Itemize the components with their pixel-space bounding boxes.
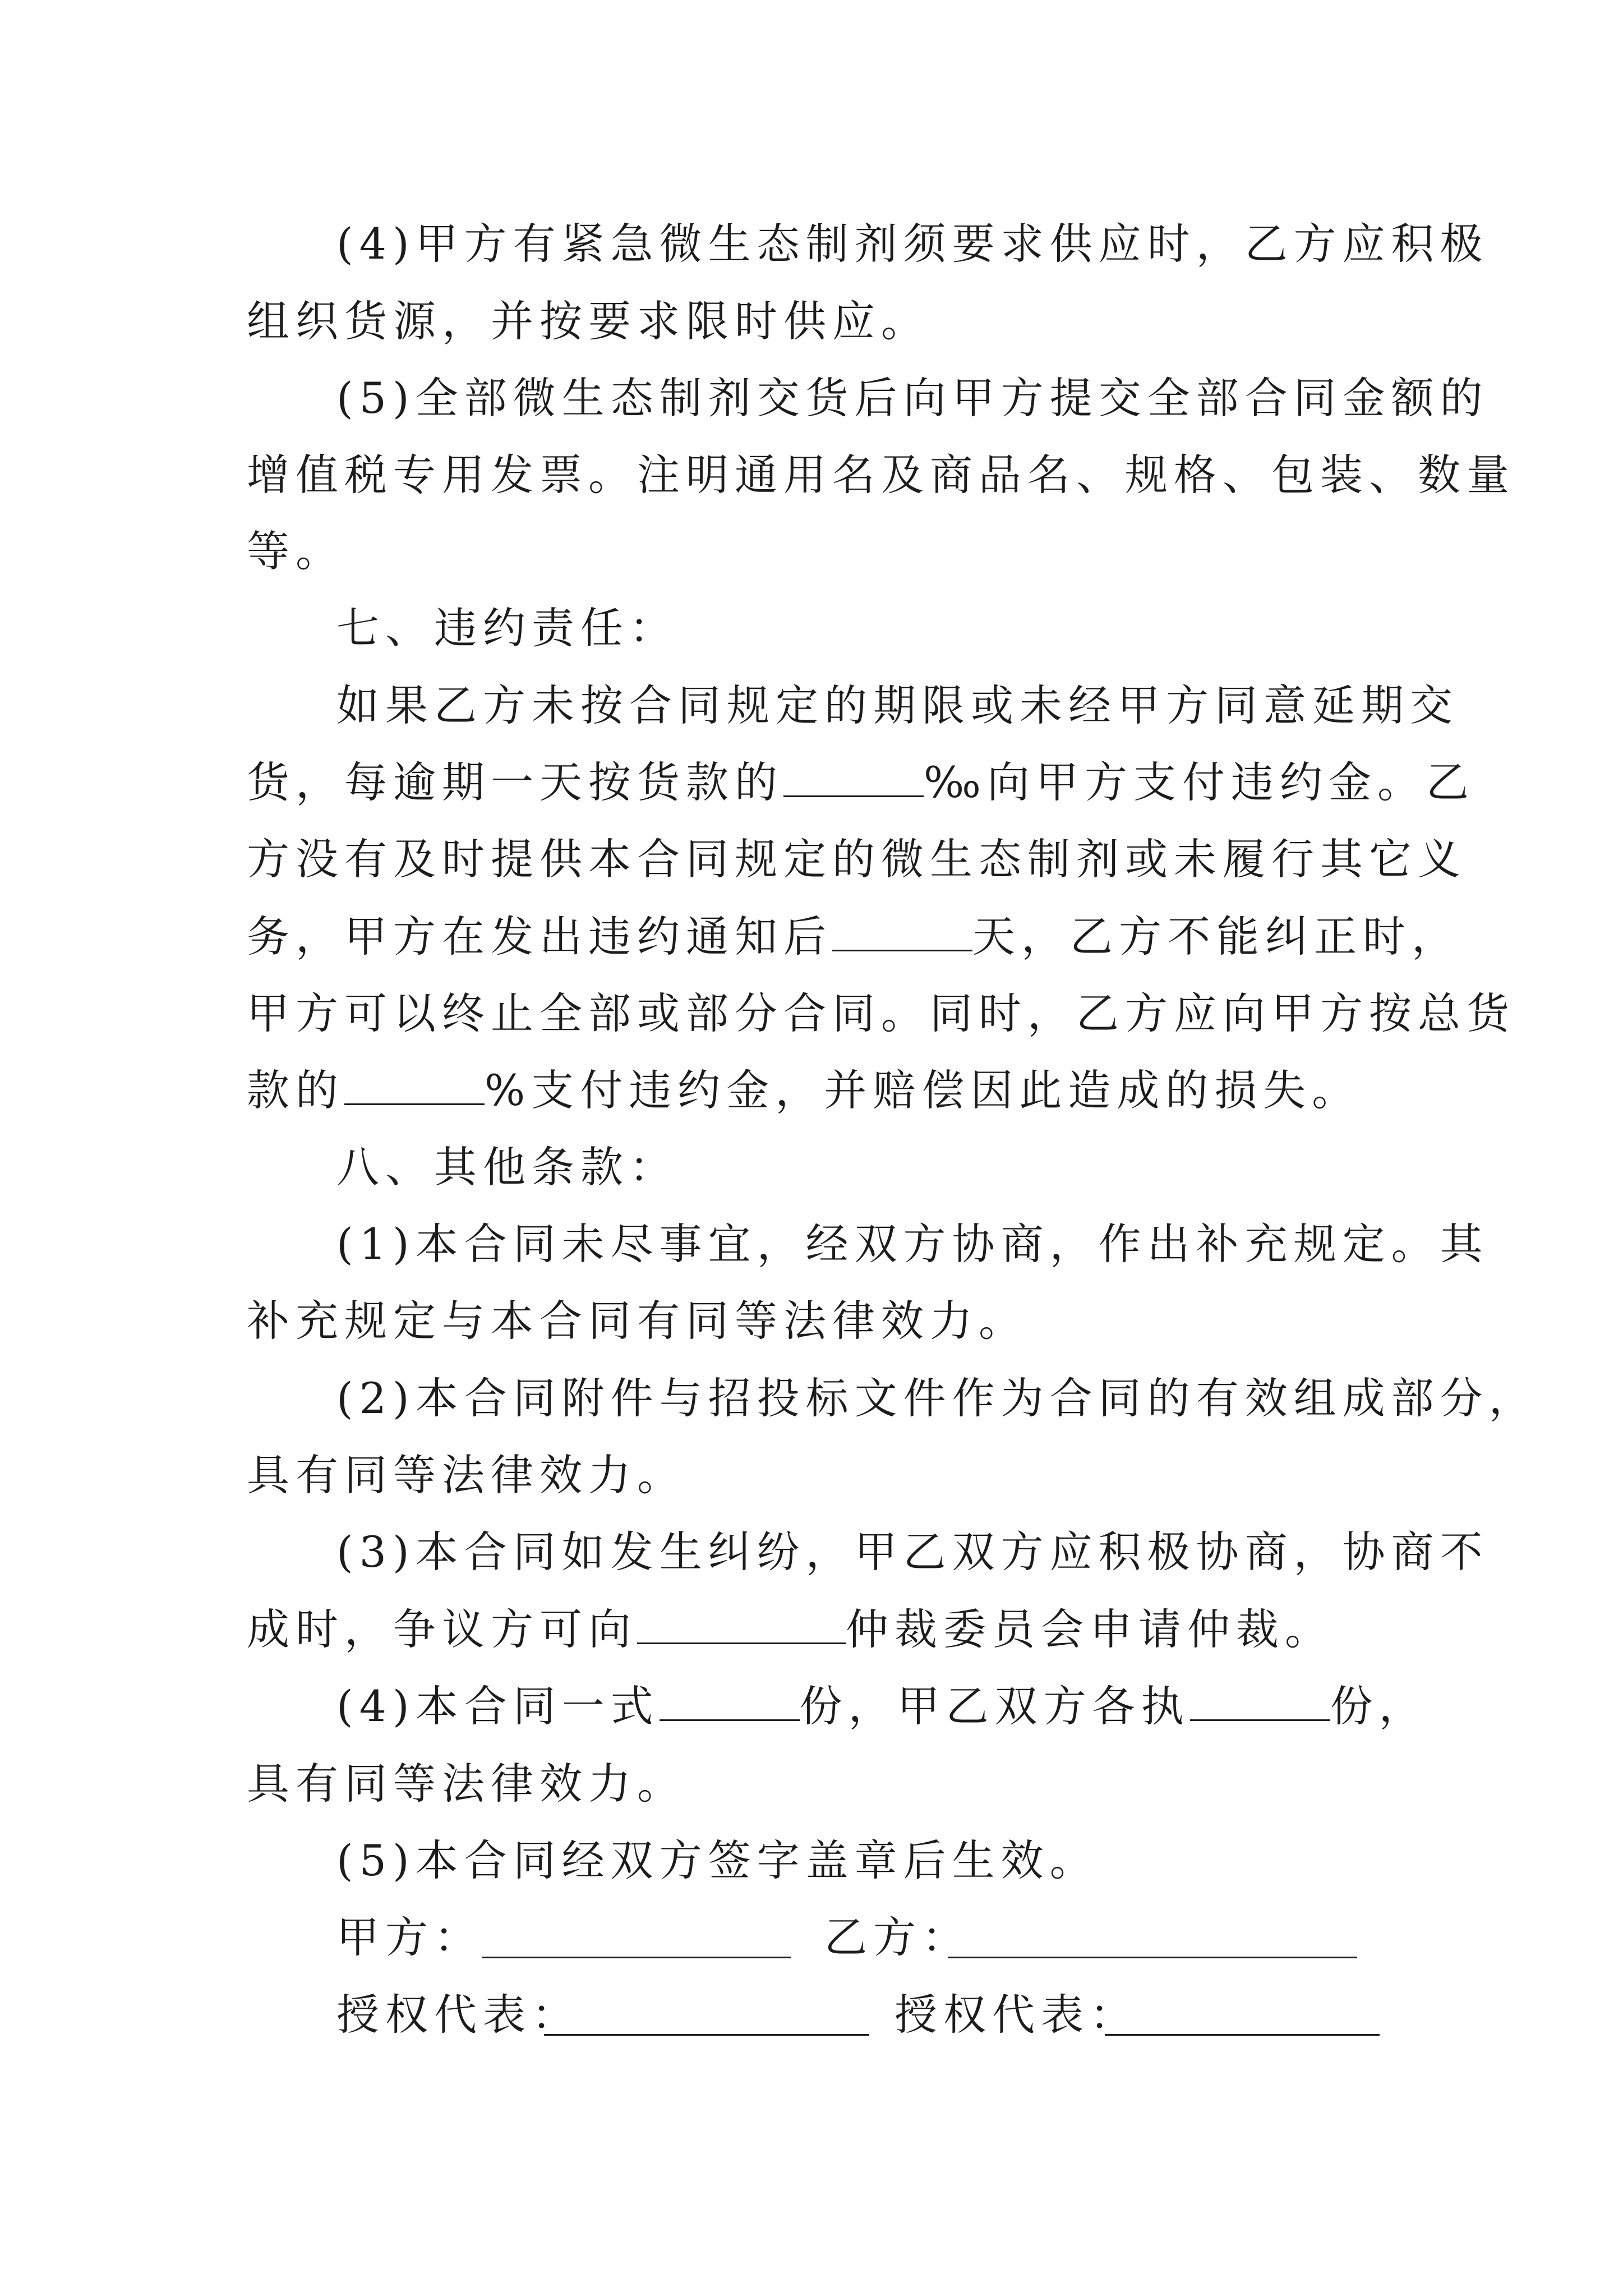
text-segment: 仲裁委员会申请仲裁。 <box>846 1604 1334 1654</box>
section-7-line-2 <box>247 754 1475 811</box>
rep-a-label: 授权代表： <box>336 1990 580 2040</box>
text-segment: (4)本合同一式 <box>336 1681 660 1731</box>
text-segment: 货，每逾期一天按货款的 <box>247 757 783 807</box>
text-segment: 务，甲方在发出违约通知后 <box>247 912 832 961</box>
fill-blank-penalty-per-day <box>783 758 924 797</box>
section-7-heading: 七、违约责任： <box>336 603 678 653</box>
rep-b-signature-line <box>1105 2034 1380 2036</box>
text-segment: 成时，争议方可向 <box>247 1604 637 1654</box>
clause-8-4-line-2: 具有同等法律效力。 <box>247 1759 686 1809</box>
text-segment: 份， <box>1330 1681 1428 1731</box>
fill-blank-copies-each <box>1190 1682 1330 1721</box>
text-segment: ‰向甲方支付违约金。乙 <box>924 757 1475 807</box>
fill-blank-penalty-percent <box>344 1066 485 1105</box>
section-7-line-3: 方没有及时提供本合同规定的微生态制剂或未履行其它义 <box>247 834 1467 884</box>
clause-6-5-line-1: (5)全部微生态制剂交货后向甲方提交全部合同金额的 <box>336 373 1489 423</box>
section-7-line-5: 甲方可以终止全部或部分合同。同时，乙方应向甲方按总货 <box>247 988 1515 1038</box>
rep-a-signature-line <box>544 2034 869 2036</box>
section-7-line-1: 如果乙方未按合同规定的期限或未经甲方同意延期交 <box>336 680 1459 730</box>
text-segment: %支付违约金，并赔偿因此造成的损失。 <box>485 1065 1361 1115</box>
party-a-label: 甲方： <box>336 1912 483 1962</box>
clause-8-1-line-2: 补充规定与本合同有同等法律效力。 <box>247 1296 1027 1346</box>
clause-8-2-line-1: (2)本合同附件与招投标文件作为合同的有效组成部分， <box>336 1373 1538 1423</box>
clause-8-3-line-2 <box>247 1602 1334 1658</box>
fill-blank-copies-total <box>660 1682 800 1721</box>
clause-8-1-line-1: (1)本合同未尽事宜，经双方协商，作出补充规定。其 <box>336 1219 1489 1269</box>
party-b-signature-line <box>948 1957 1357 1958</box>
clause-6-4-line-2: 组织货源，并按要求限时供应。 <box>247 296 930 346</box>
signature-row-parties <box>0 1910 1623 1966</box>
clause-6-5-line-2: 增值税专用发票。注明通用名及商品名、规格、包装、数量 <box>247 450 1515 500</box>
party-b-label: 乙方： <box>824 1912 971 1962</box>
section-8-heading: 八、其他条款： <box>336 1142 678 1192</box>
section-7-line-6 <box>247 1062 1361 1119</box>
clause-6-5-line-3: 等。 <box>247 526 344 576</box>
text-segment: 款的 <box>247 1065 344 1115</box>
fill-blank-arbitration-body <box>637 1605 846 1644</box>
party-a-signature-line <box>482 1957 791 1958</box>
clause-6-4-line-1: (4)甲方有紧急微生态制剂须要求供应时，乙方应积极 <box>336 219 1489 269</box>
clause-8-2-line-2: 具有同等法律效力。 <box>247 1450 686 1500</box>
clause-8-5-line-1: (5)本合同经双方签字盖章后生效。 <box>336 1835 1099 1885</box>
clause-8-3-line-1: (3)本合同如发生纠纷，甲乙双方应积极协商，协商不 <box>336 1527 1489 1577</box>
signature-row-representatives <box>0 1987 1623 2043</box>
text-segment: 份，甲乙双方各执 <box>799 1681 1190 1731</box>
fill-blank-notice-days <box>832 913 972 951</box>
clause-8-4-line-1 <box>336 1678 1428 1734</box>
section-7-line-4 <box>247 909 1460 965</box>
rep-b-label: 授权代表： <box>895 1990 1138 2040</box>
text-segment: 天，乙方不能纠正时， <box>972 912 1460 961</box>
